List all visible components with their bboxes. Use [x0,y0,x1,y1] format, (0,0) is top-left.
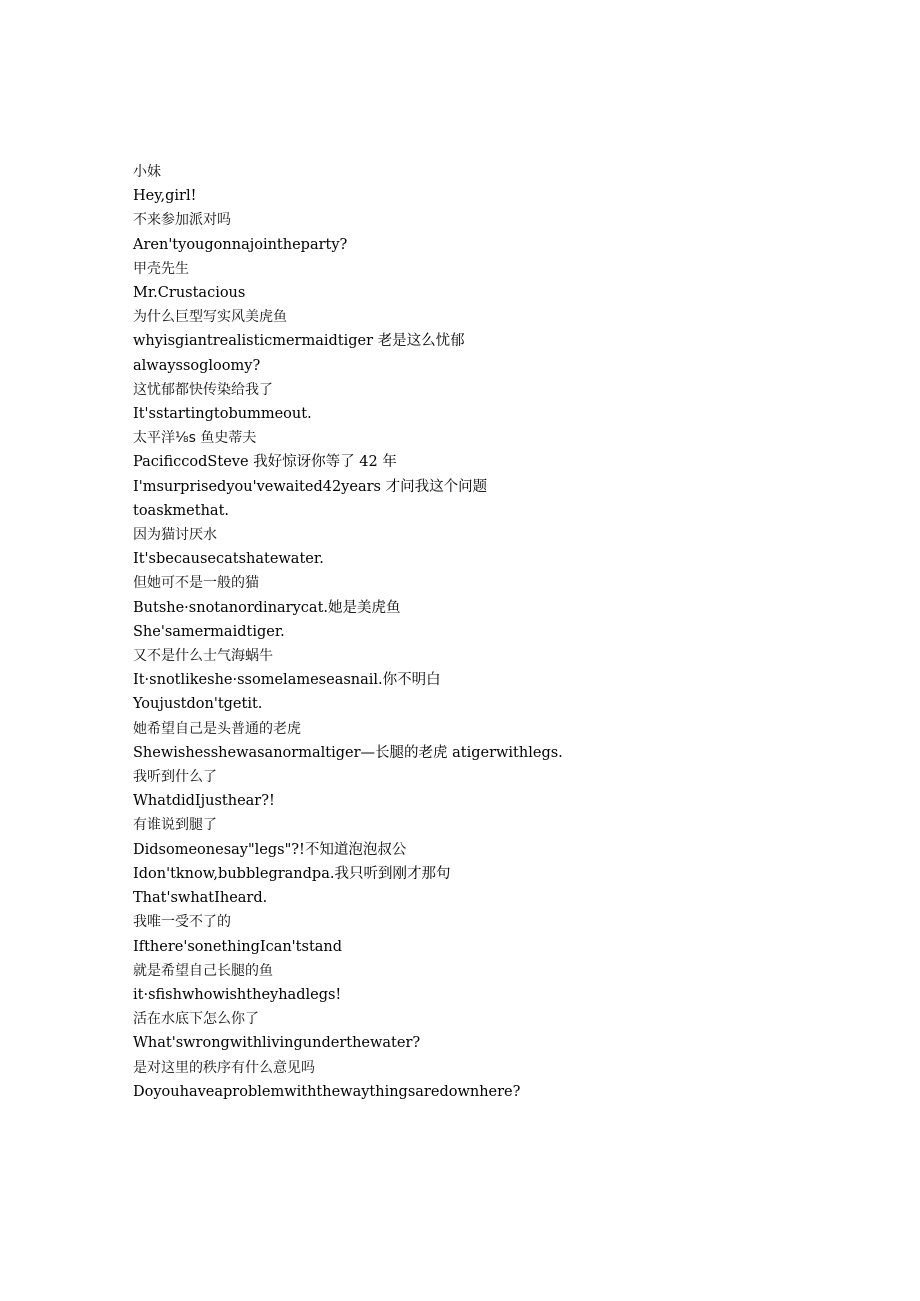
transcript-line: Doyouhaveaproblemwiththewaythingsaredownhere? [133,1083,521,1100]
transcript-line: 是对这里的秩序有什么意见吗 [133,1059,315,1076]
transcript-line: She'samermaidtiger. [133,623,285,640]
transcript-line: 有谁说到腿了 [133,817,217,834]
transcript-line: Ifthere'sonethingIcan'tstand [133,938,343,955]
transcript-line: It'sstartingtobummeout. [133,406,312,423]
transcript-line: 为什么巨型写实风美虎鱼 [133,309,287,326]
transcript-line: 太平洋⅛s 鱼史蒂夫 [133,430,257,447]
transcript-line: Youjustdon'tgetit. [133,696,263,713]
transcript-line: What'swrongwithlivingunderthewater? [133,1035,421,1052]
transcript-line: 又不是什么士气海蜗牛 [133,648,273,665]
transcript-line: It·snotlikeshe·ssomelameseasnail.你不明白 [133,672,441,689]
transcript-line: it·sfishwhowishtheyhadlegs! [133,986,342,1003]
transcript-line: whyisgiantrealisticmermaidtiger 老是这么忧郁 [133,333,465,350]
transcript-line: Shewishesshewasanormaltiger—长腿的老虎 atigerwithlegs. [133,744,563,761]
transcript-line: 这忧郁都快传染给我了 [133,381,273,398]
transcript-line: 我唯一受不了的 [133,914,231,931]
transcript-line: 活在水底下怎么你了 [133,1011,259,1028]
transcript-line: That'swhatIheard. [133,890,268,907]
transcript-line: I'msurprisedyou'vewaited42years 才问我这个问题 [133,478,488,495]
transcript-line: 不来参加派对吗 [133,212,231,229]
transcript-line: 甲壳先生 [133,260,189,277]
transcript-line: WhatdidIjusthear?! [133,793,275,810]
transcript-line: Hey,girl! [133,188,197,205]
transcript-line: Butshe·snotanordinarycat.她是美虎鱼 [133,599,401,616]
transcript-line: 我听到什么了 [133,769,217,786]
transcript-line: Mr.Crustacious [133,285,246,302]
transcript-line: alwayssogloomy? [133,357,261,374]
transcript-line: Idon'tknow,bubblegrandpa.我只听到刚才那句 [133,865,451,882]
transcript-line: 小妹 [133,164,161,180]
subtitle-transcript [133,160,833,1104]
transcript-line: It'sbecausecatshatewater. [133,551,324,568]
transcript-line: 就是希望自己长腿的鱼 [133,962,273,979]
transcript-line: Aren'tyougonnajointheparty? [133,236,348,253]
transcript-line: toaskmethat. [133,502,230,519]
transcript-line: 她希望自己是头普通的老虎 [133,720,301,737]
transcript-line: PacificcodSteve 我好惊讶你等了 42 年 [133,454,397,471]
transcript-line: Didsomeonesay"legs"?!不知道泡泡叔公 [133,841,407,858]
transcript-line: 因为猫讨厌水 [133,527,217,544]
transcript-line: 但她可不是一般的猫 [133,575,259,592]
